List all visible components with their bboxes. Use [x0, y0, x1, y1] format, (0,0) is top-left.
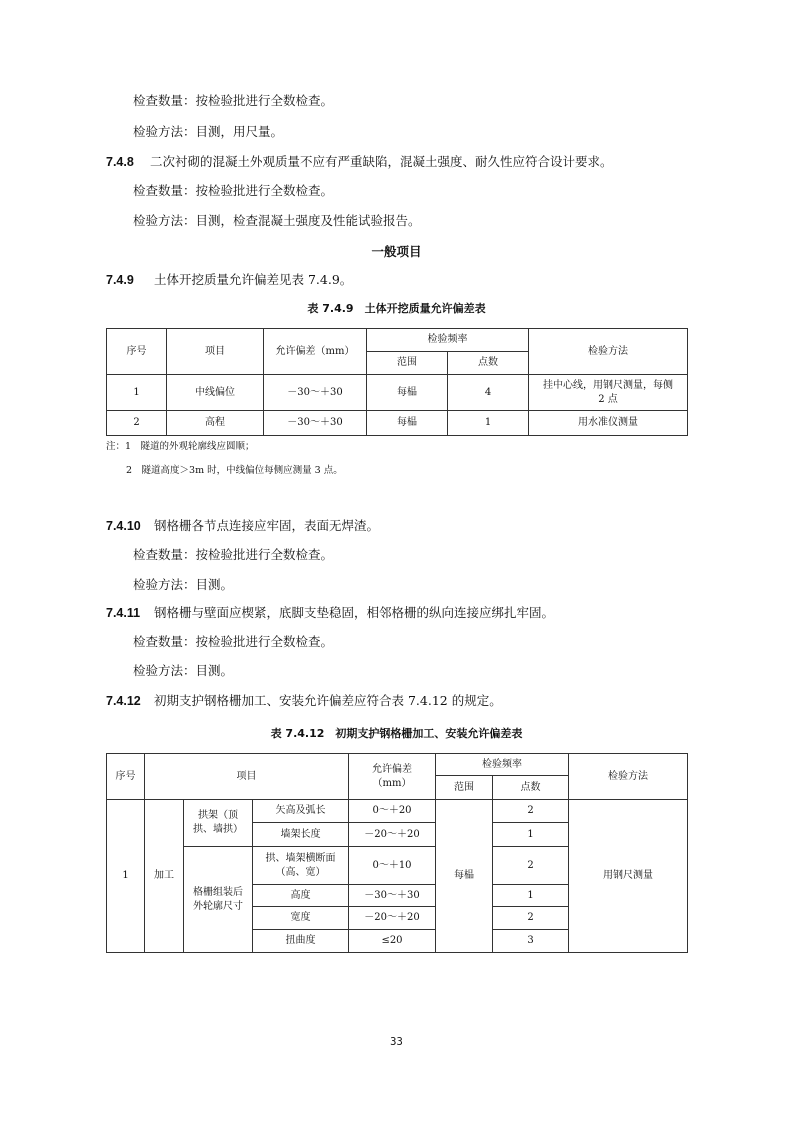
cell-points: 1 — [448, 411, 529, 436]
table-note: 注：1 隧道的外观轮廓线应圆顺； — [106, 441, 255, 452]
cell-tolerance: －20～＋20 — [349, 907, 436, 930]
cell-points: 1 — [493, 823, 569, 847]
cell-item: 高度 — [253, 885, 349, 907]
cell-range: 每榀 — [436, 800, 493, 953]
table-note: 2 隧道高度＞3m 时，中线偏位每侧应测量 3 点。 — [126, 465, 343, 476]
cell-points: 1 — [493, 885, 569, 907]
table-caption: 表 7.4.12 初期支护钢格栅加工、安装允许偏差表 — [270, 727, 523, 740]
table-caption: 表 7.4.9 土体开挖质量允许偏差表 — [307, 302, 486, 315]
table-row — [107, 411, 688, 436]
cell-points: 2 — [493, 907, 569, 930]
cell-no: 1 — [107, 800, 145, 953]
cell-tolerance: －30～＋30 — [349, 885, 436, 907]
clause-text: 初期支护钢格栅加工、安装允许偏差应符合表 7.4.12 的规定。 — [154, 693, 502, 708]
header-method: 检验方法 — [569, 754, 688, 800]
cell-item: 拱、墙架横断面（高、宽） — [253, 847, 349, 885]
paragraph: 检查数量：按检验批进行全数检查。 — [133, 547, 334, 562]
header-tolerance: 允许偏差（mm） — [264, 329, 367, 375]
clause-7-4-11 — [106, 604, 554, 622]
header-range: 范围 — [367, 352, 448, 375]
clause-text: 钢格栅各节点连接应牢固，表面无焊渣。 — [154, 518, 380, 533]
header-points: 点数 — [448, 352, 529, 375]
cell-group: 格栅组装后外轮廓尺寸 — [184, 847, 253, 953]
cell-category: 加工 — [145, 800, 184, 953]
cell-item: 扭曲度 — [253, 930, 349, 953]
header-frequency: 检验频率 — [367, 329, 529, 352]
paragraph: 检验方法：目测，用尺量。 — [133, 124, 284, 139]
clause-text: 钢格栅与壁面应楔紧，底脚支垫稳固，相邻格栅的纵向连接应绑扎牢固。 — [154, 605, 555, 620]
paragraph: 检验方法：目测，检查混凝土强度及性能试验报告。 — [133, 213, 421, 228]
cell-points: 4 — [448, 375, 529, 411]
cell-item: 矢高及弧长 — [253, 800, 349, 823]
cell-range: 每榀 — [367, 375, 448, 411]
cell-range: 每榀 — [367, 411, 448, 436]
cell-tolerance: ≤20 — [349, 930, 436, 953]
tolerance-table-7-4-9 — [106, 328, 688, 436]
page-number: 33 — [390, 1036, 403, 1048]
table-row — [107, 375, 688, 411]
paragraph: 检验方法：目测。 — [133, 577, 234, 592]
cell-points: 3 — [493, 930, 569, 953]
cell-tolerance: 0～＋10 — [349, 847, 436, 885]
cell-group: 拱架（顶拱、墙拱） — [184, 800, 253, 847]
header-item: 项目 — [145, 754, 349, 800]
cell-item: 墙架长度 — [253, 823, 349, 847]
clause-number: 7.4.11 — [106, 606, 141, 620]
cell-item: 中线偏位 — [167, 375, 264, 411]
clause-7-4-10 — [106, 517, 379, 535]
cell-method: 挂中心线，用钢尺测量，每侧 2 点 — [529, 375, 688, 411]
table-row — [107, 800, 688, 823]
header-frequency: 检验频率 — [436, 754, 569, 776]
cell-tolerance: －20～＋20 — [349, 823, 436, 847]
header-method: 检验方法 — [529, 329, 688, 375]
cell-tolerance: －30～＋30 — [264, 375, 367, 411]
cell-no: 1 — [107, 375, 167, 411]
cell-method: 用钢尺测量 — [569, 800, 688, 953]
tolerance-table-7-4-12 — [106, 753, 688, 953]
cell-tolerance: －30～＋30 — [264, 411, 367, 436]
clause-number: 7.4.10 — [106, 519, 141, 533]
cell-item: 宽度 — [253, 907, 349, 930]
cell-method: 用水准仪测量 — [529, 411, 688, 436]
clause-number: 7.4.12 — [106, 694, 141, 708]
paragraph: 检查数量：按检验批进行全数检查。 — [133, 183, 334, 198]
clause-text: 土体开挖质量允许偏差见表 7.4.9。 — [154, 272, 353, 287]
clause-text: 二次衬砌的混凝土外观质量不应有严重缺陷，混凝土强度、耐久性应符合设计要求。 — [150, 154, 613, 169]
header-no: 序号 — [107, 754, 145, 800]
cell-points: 2 — [493, 800, 569, 823]
header-points: 点数 — [493, 776, 569, 800]
paragraph: 检查数量：按检验批进行全数检查。 — [133, 93, 334, 108]
paragraph: 检验方法：目测。 — [133, 663, 234, 678]
header-tolerance: 允许偏差（mm） — [349, 754, 436, 800]
clause-number: 7.4.9 — [106, 273, 134, 287]
cell-points: 2 — [493, 847, 569, 885]
clause-7-4-12 — [106, 692, 502, 710]
header-range: 范围 — [436, 776, 493, 800]
section-heading: 一般项目 — [371, 244, 422, 259]
header-no: 序号 — [107, 329, 167, 375]
clause-number: 7.4.8 — [106, 155, 134, 169]
cell-tolerance: 0～＋20 — [349, 800, 436, 823]
paragraph: 检查数量：按检验批进行全数检查。 — [133, 634, 334, 649]
clause-7-4-8 — [106, 153, 613, 171]
cell-no: 2 — [107, 411, 167, 436]
cell-item: 高程 — [167, 411, 264, 436]
clause-7-4-9 — [106, 271, 352, 289]
header-item: 项目 — [167, 329, 264, 375]
